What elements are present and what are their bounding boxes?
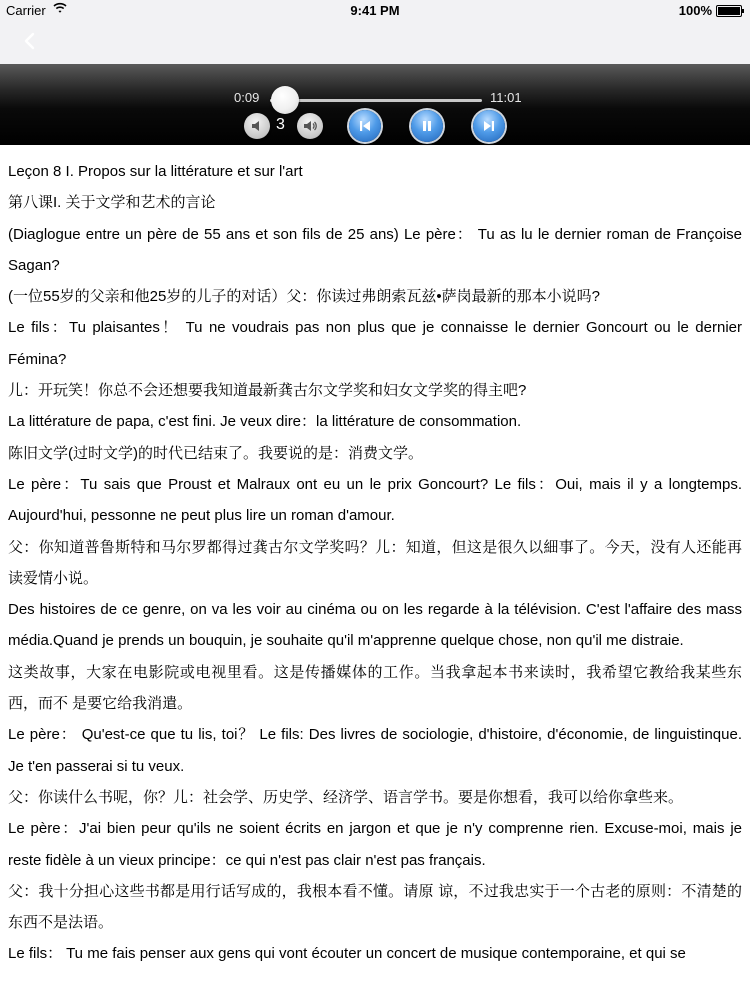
next-button[interactable] [473,110,505,142]
lesson-line: 父：你读什么书呢，你？儿：社会学、历史学、经济学、语言学书。要是你想看，我可以给你拿些来。 [8,788,684,806]
chevron-left-icon [14,28,46,56]
clock: 9:41 PM [350,3,400,18]
progress-track[interactable] [270,99,482,102]
back-button[interactable] [14,28,46,56]
pause-icon [419,118,435,134]
lesson-line: (一位55岁的父亲和他25岁的儿子的对话）父：你读过弗朗索瓦兹•萨岗最新的那本小说吗? [8,288,600,306]
status-bar [0,0,750,20]
lesson-line: (Diaglogue entre un père de 55 ans et son fils de 25 ans) Le père： Tu as lu le dernier roman de Françoise Sagan? [8,225,742,274]
lesson-line: 父：你知道普鲁斯特和马尔罗都得过龚古尔文学奖吗？儿：知道，但这是很久以細事了。今天，没有人还能再读爱情小说。 [8,538,742,587]
volume-down-button[interactable] [244,113,270,139]
skip-next-icon [481,118,497,134]
volume-level: 3 [276,116,285,133]
battery-icon [716,5,742,17]
battery-percentage: 100% [678,3,712,18]
lesson-text [8,156,742,1000]
audio-player [0,64,750,145]
lesson-line: Le père：Tu sais que Proust et Malraux ont eu un le prix Goncourt? Le fils：Oui, mais il y a longtemps. Aujourd'hui, pessonne ne peut plus lire un roman d'amour. [8,475,742,525]
lesson-line: Le père： Qu'est-ce que tu lis, toi？ Le fils: Des livres de sociologie, d'histoire, d'économie, de linguistinque. Je t'en passerai si tu veux. [8,726,742,775]
navigation-bar [0,20,750,65]
lesson-line: Des histoires de ce genre, on va les voir au cinéma ou on les regarde à la télévision. C'est l'affaire des mass média.Quand je prends un bouquin, je souhaite qu'il m'apprenne quelque chose, non qu'il me distraie. [8,601,742,650]
elapsed-time: 0:09 [234,90,260,105]
speaker-loud-icon [302,118,318,134]
lesson-line: 父：我十分担心这些书都是用行话写成的，我根本看不懂。请原 谅，不过我忠实于一个古老的原则：不清楚的东西不是法语。 [8,882,742,932]
lesson-line: Le fils：Tu plaisantes！ Tu ne voudrais pas non plus que je connaisse le dernier Goncourt ou le dernier Fémina? [8,319,742,368]
lesson-line: 这类故事，大家在电影院或电视里看。这是传播媒体的工作。当我拿起本书来读时，我希望它教给我某些东西，而不 是要它给我消遣。 [8,663,742,713]
lesson-line: Le fils： Tu me fais penser aux gens qui vont écouter un concert de musique contemporaine, et qui se [8,945,686,963]
lesson-line: La littérature de papa, c'est fini. Je veux dire：la littérature de consommation. [8,413,522,431]
speaker-icon [249,118,265,134]
pause-button[interactable] [411,110,443,142]
lesson-line: 陈旧文学(过时文学)的时代已结束了。我要说的是：消费文学。 [8,444,423,462]
progress-knob[interactable] [271,86,299,114]
lesson-line: Le père：J'ai bien peur qu'ils ne soient écrits en jargon et que je n'y comprenne rien. Excuse-moi, mais je reste fidèle à un vieux principe：ce qui n'est pas clair n'est pas français. [8,820,742,869]
carrier-label: Carrier [6,3,46,18]
lesson-line: 第八课I. 关于文学和艺术的言论 [8,194,216,212]
skip-previous-icon [357,118,373,134]
lesson-line: 儿：开玩笑！你总不会还想要我知道最新龚古尔文学奖和妇女文学奖的得主吧? [8,382,527,400]
volume-up-button[interactable] [297,113,323,139]
previous-button[interactable] [349,110,381,142]
lesson-line: Leçon 8 I. Propos sur la littérature et sur l'art [8,163,303,180]
total-time: 11:01 [490,90,522,105]
